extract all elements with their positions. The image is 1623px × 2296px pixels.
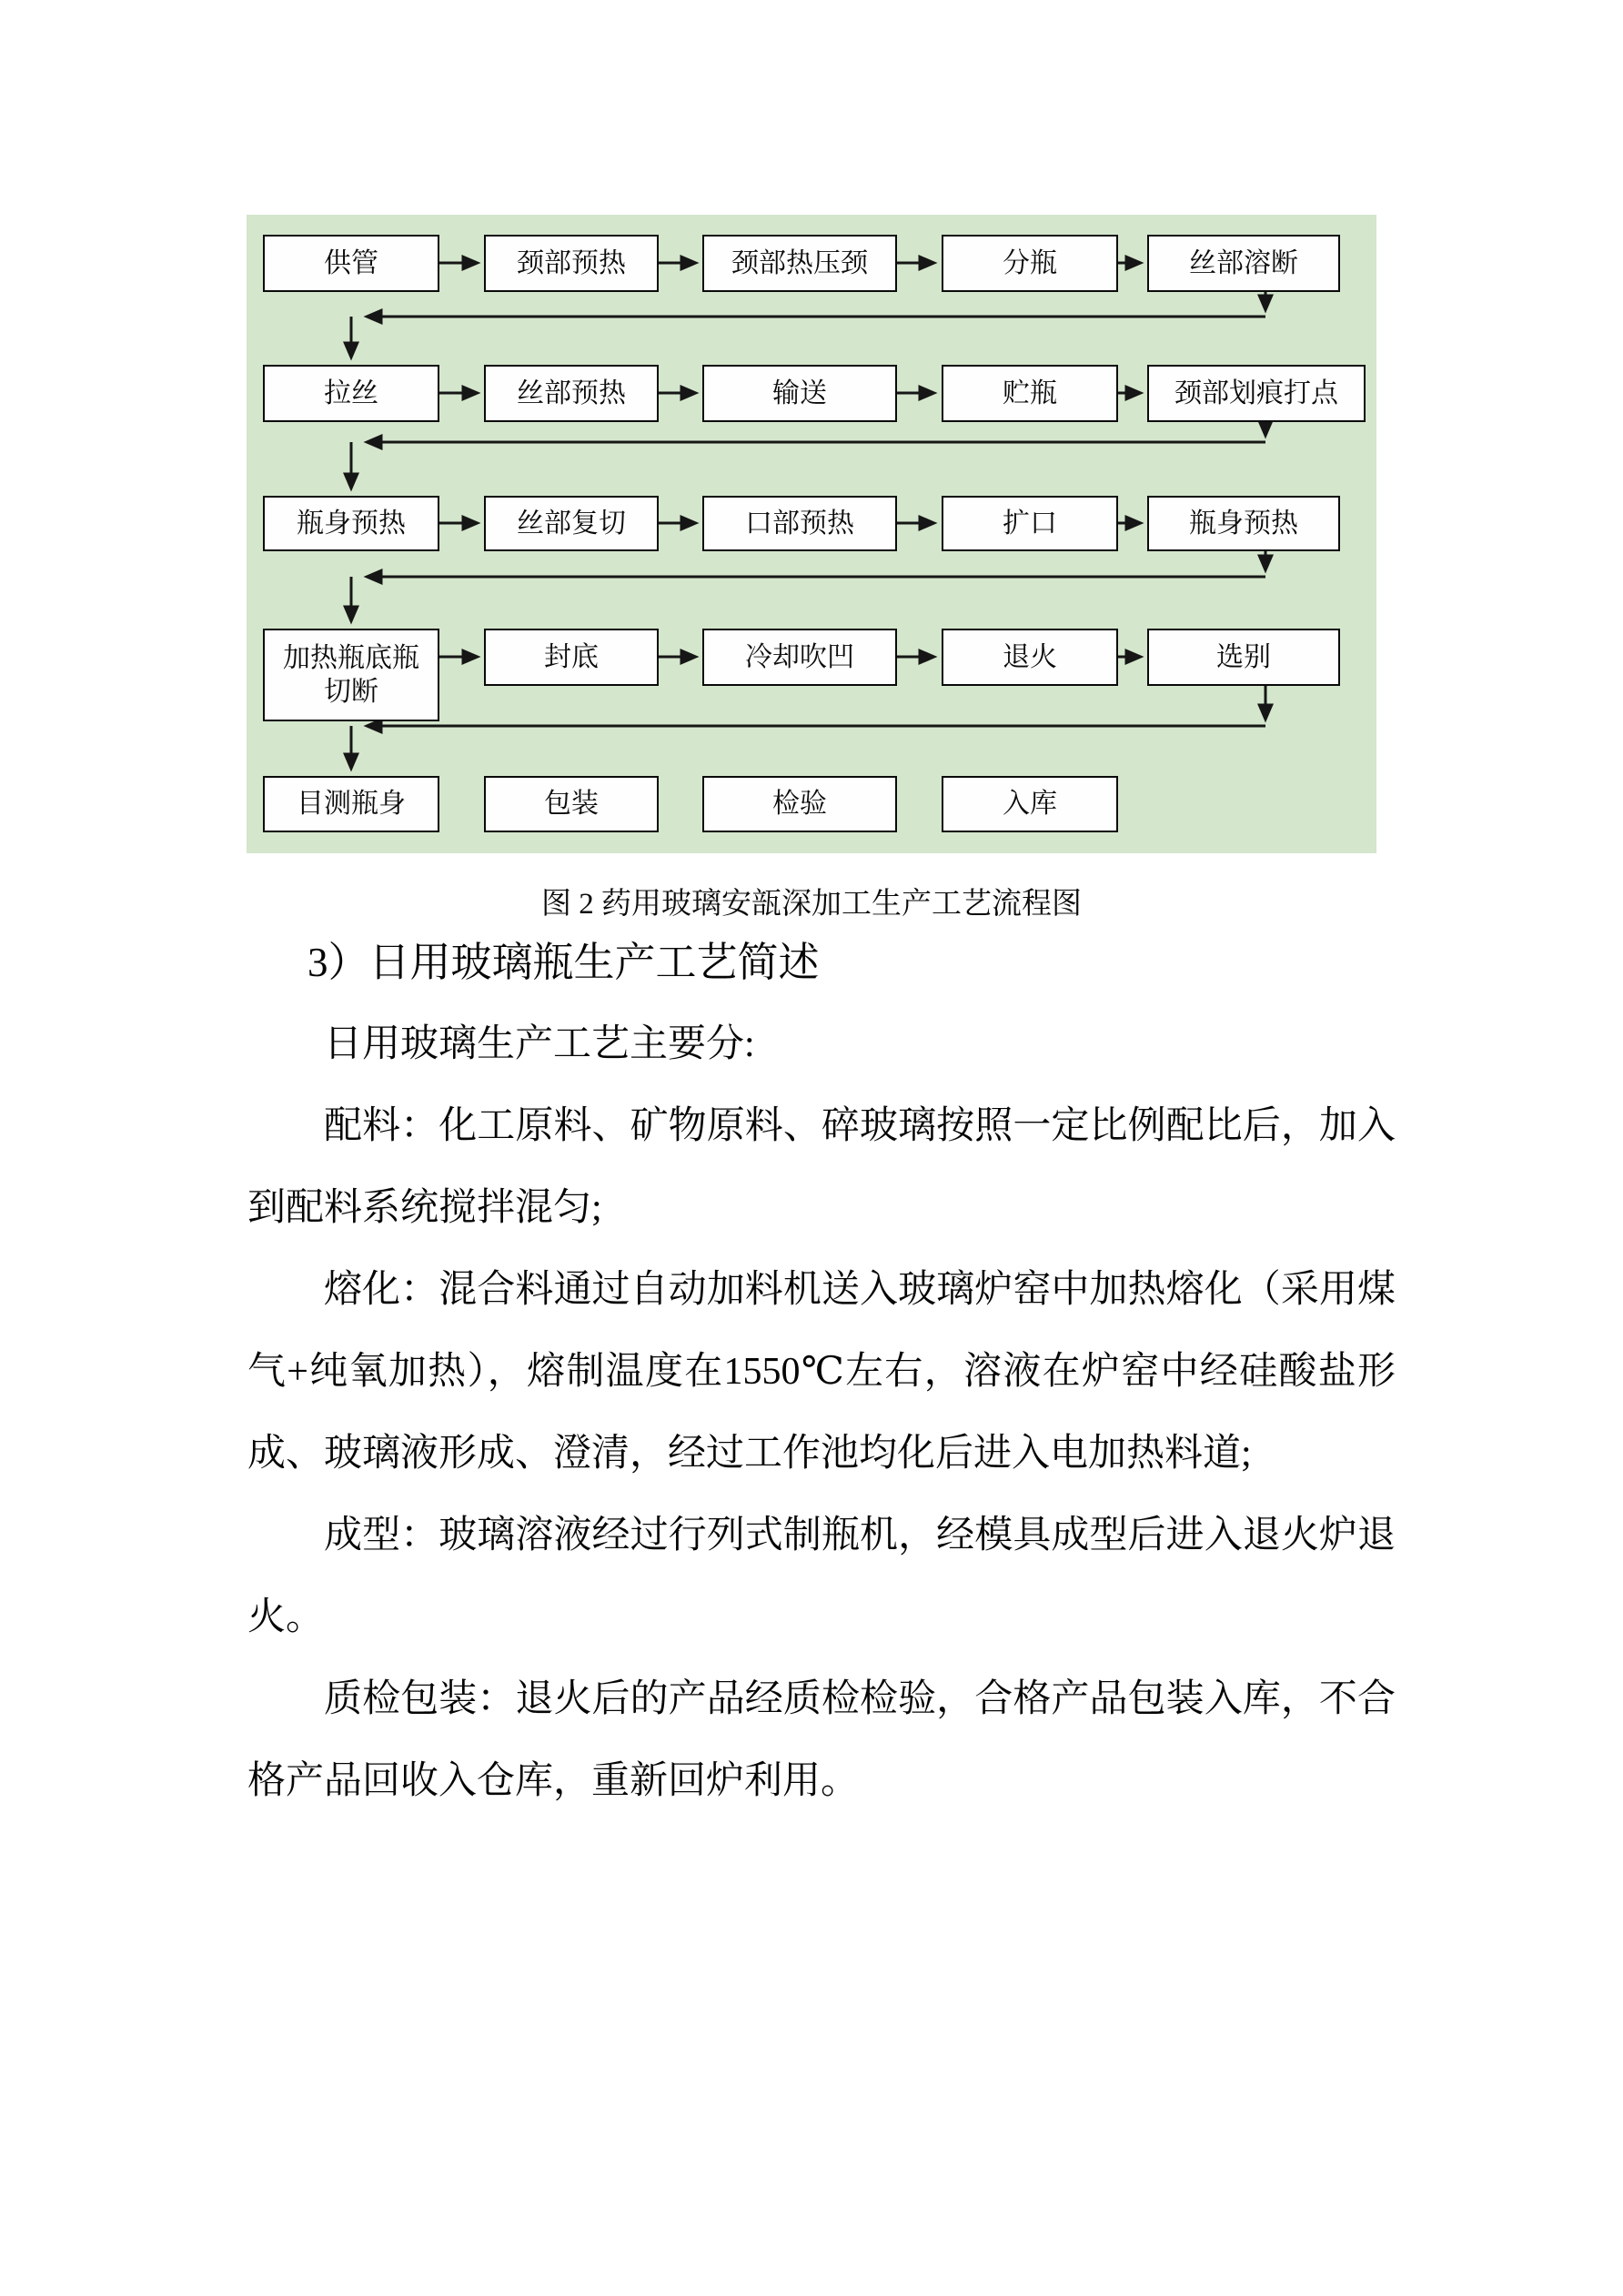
body-line: 日用玻璃生产工艺主要分: [324, 1023, 755, 1065]
flow-step-box: 拉丝 [263, 365, 439, 422]
flow-step-box: 口部预热 [702, 496, 897, 551]
flow-step-box: 选别 [1147, 629, 1340, 686]
section-heading: 3）日用玻璃瓶生产工艺简述 [307, 940, 820, 985]
flow-step-box: 封底 [484, 629, 659, 686]
flow-step-box: 检验 [702, 776, 897, 832]
figure-caption: 图 2 药用玻璃安瓿深加工生产工艺流程图 [541, 888, 1082, 921]
flow-step-box: 瓶身预热 [263, 496, 439, 551]
body-line: 配料：化工原料、矿物原料、碎玻璃按照一定比例配比后，加入 [324, 1105, 1396, 1147]
body-line: 到配料系统搅拌混匀; [247, 1187, 602, 1229]
flow-step-box: 颈部预热 [484, 235, 659, 292]
flow-step-box: 退火 [942, 629, 1118, 686]
flow-step-box: 加热瓶底瓶切断 [263, 629, 439, 721]
flow-step-box: 丝部预热 [484, 365, 659, 422]
flow-step-box: 颈部划痕打点 [1147, 365, 1366, 422]
body-line: 格产品回收入仓库，重新回炉利用。 [247, 1760, 860, 1802]
body-line: 成、玻璃液形成、澄清，经过工作池均化后进入电加热料道; [247, 1433, 1252, 1475]
flow-step-box: 包装 [484, 776, 659, 832]
flow-step-box: 入库 [942, 776, 1118, 832]
flow-step-box: 输送 [702, 365, 897, 422]
flow-step-box: 丝部复切 [484, 496, 659, 551]
flow-step-box: 颈部热压颈 [702, 235, 897, 292]
flow-step-box: 丝部溶断 [1147, 235, 1340, 292]
body-line: 熔化：混合料通过自动加料机送入玻璃炉窑中加热熔化（采用煤 [324, 1269, 1396, 1311]
body-line: 质检包装：退火后的产品经质检检验，合格产品包装入库，不合 [324, 1678, 1396, 1720]
flow-step-box: 分瓶 [942, 235, 1118, 292]
flow-step-box: 目测瓶身 [263, 776, 439, 832]
body-line: 气+纯氧加热），熔制温度在1550℃左右，溶液在炉窑中经硅酸盐形 [247, 1351, 1396, 1393]
flow-step-box: 瓶身预热 [1147, 496, 1340, 551]
flow-step-box: 供管 [263, 235, 439, 292]
flow-step-box: 冷却吹凹 [702, 629, 897, 686]
body-line: 火。 [247, 1596, 325, 1638]
flow-step-box: 扩口 [942, 496, 1118, 551]
body-text [247, 921, 1396, 1822]
process-flowchart [247, 215, 1376, 853]
body-line: 成型：玻璃溶液经过行列式制瓶机，经模具成型后进入退火炉退 [324, 1515, 1396, 1556]
flow-step-box: 贮瓶 [942, 365, 1118, 422]
